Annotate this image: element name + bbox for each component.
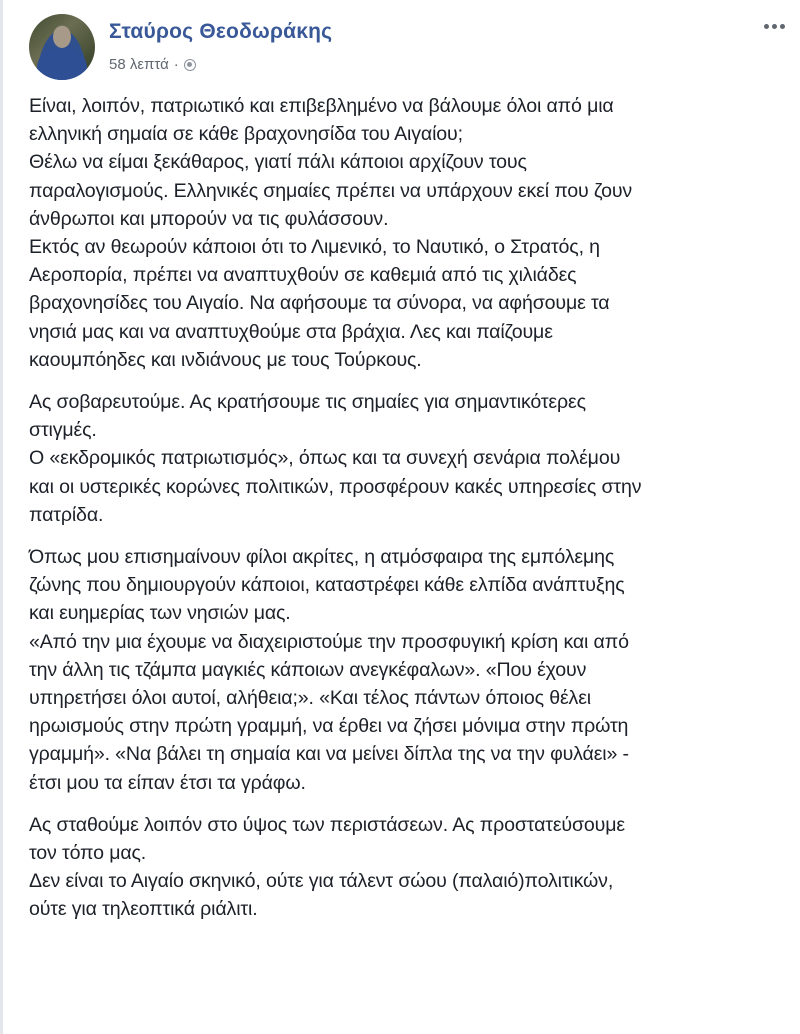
text-line: βραχονησίδες του Αιγαίο. Να αφήσουμε τα σύνορα, να αφήσουμε τα [29,292,610,315]
avatar-face [53,26,71,48]
text-line: ούτε για τηλεοπτικά ριάλιτι. [29,898,258,921]
more-options-button[interactable] [764,24,785,29]
text-line: Ας σοβαρευτούμε. Ας κρατήσουμε τις σημαίες για σημαντικότερες [29,391,586,414]
meta-separator: · [173,56,179,73]
paragraph-1 [29,92,789,374]
text-line: πατρίδα. [29,503,104,526]
post-header [29,14,789,84]
avatar-body [37,48,87,80]
text-line: ελληνική σημαία σε κάθε βραχονησίδα του Αιγαίου; [29,123,463,146]
text-line: Είναι, λοιπόν, πατριωτικό και επιβεβλημένο να βάλουμε όλοι από μια [29,95,614,117]
paragraph-4 [29,811,789,924]
dot-icon [780,24,785,29]
globe-icon[interactable] [184,59,196,71]
text-line: Εκτός αν θεωρούν κάποιοι ότι το Λιμενικό, το Ναυτικό, ο Στρατός, η [29,236,600,259]
text-line: και ευημερίας των νησιών μας. [29,602,291,625]
text-line: στιγμές. [29,419,97,442]
text-line: «Από την μια έχουμε να διαχειριστούμε την προσφυγική κρίση και από [29,630,629,653]
text-line: και οι υστερικές κορώνες πολιτικών, προσφέρουν κακές υπηρεσίες στην [29,475,642,498]
paragraph-2 [29,388,789,529]
timestamp[interactable]: 58 λεπτά [109,56,169,73]
text-line: ηρωισμούς στην πρώτη γραμμή, να έρθει να ζήσει μόνιμα στην πρώτη [29,715,629,738]
post-body [29,92,789,938]
dot-icon [772,24,777,29]
text-line: τον τόπο μας. [29,842,147,865]
text-line: Ας σταθούμε λοιπόν στο ύψος των περιστάσεων. Ας προστατεύσουμε [29,813,625,836]
text-line: ζώνης που δημιουργούν κάποιοι, καταστρέφει κάθε ελπίδα ανάπτυξης [29,574,625,597]
text-line: παραλογισμούς. Ελληνικές σημαίες πρέπει να υπάρχουν εκεί που ζουν [29,179,633,202]
text-line: την άλλη τις τζάμπα μαγκιές κάποιων ανεγκέφαλων». «Που έχουν [29,658,587,681]
paragraph-3 [29,543,789,797]
text-line: υπηρετήσει όλοι αυτοί, αλήθεια;». «Και τέλος πάντων όποιος θέλει [29,687,591,710]
avatar[interactable] [29,14,95,80]
post-meta [109,56,196,73]
text-line: Όπως μου επισημαίνουν φίλοι ακρίτες, η ατμόσφαιρα της εμπόλεμης [29,546,615,569]
author-name[interactable]: Σταύρος Θεοδωράκης [109,20,333,43]
text-line: άνθρωποι και μπορούν να τις φυλάσσουν. [29,207,389,230]
text-line: νησιά μας και να αναπτυχθούμε στα βράχια. Λες και παίζουμε [29,320,553,343]
text-line: γραμμή». «Να βάλει τη σημαία και να μείνει δίπλα της να την φυλάει» - [29,743,629,766]
text-line: Ο «εκδρομικός πατριωτισμός», όπως και τα συνεχή σενάρια πολέμου [29,447,621,470]
dot-icon [764,24,769,29]
text-line: Δεν είναι το Αιγαίο σκηνικό, ούτε για τάλεντ σώου (παλαιό)πολιτικών, [29,870,614,893]
text-line: έτσι μου τα είπαν έτσι τα γράφω. [29,771,306,794]
text-line: Θέλω να είμαι ξεκάθαρος, γιατί πάλι κάποιοι αρχίζουν τους [29,151,527,174]
text-line: Αεροπορία, πρέπει να αναπτυχθούν σε καθεμιά από τις χιλιάδες [29,264,577,287]
text-line: καουμπόηδες και ινδιάνους με τους Τούρκους. [29,348,422,371]
